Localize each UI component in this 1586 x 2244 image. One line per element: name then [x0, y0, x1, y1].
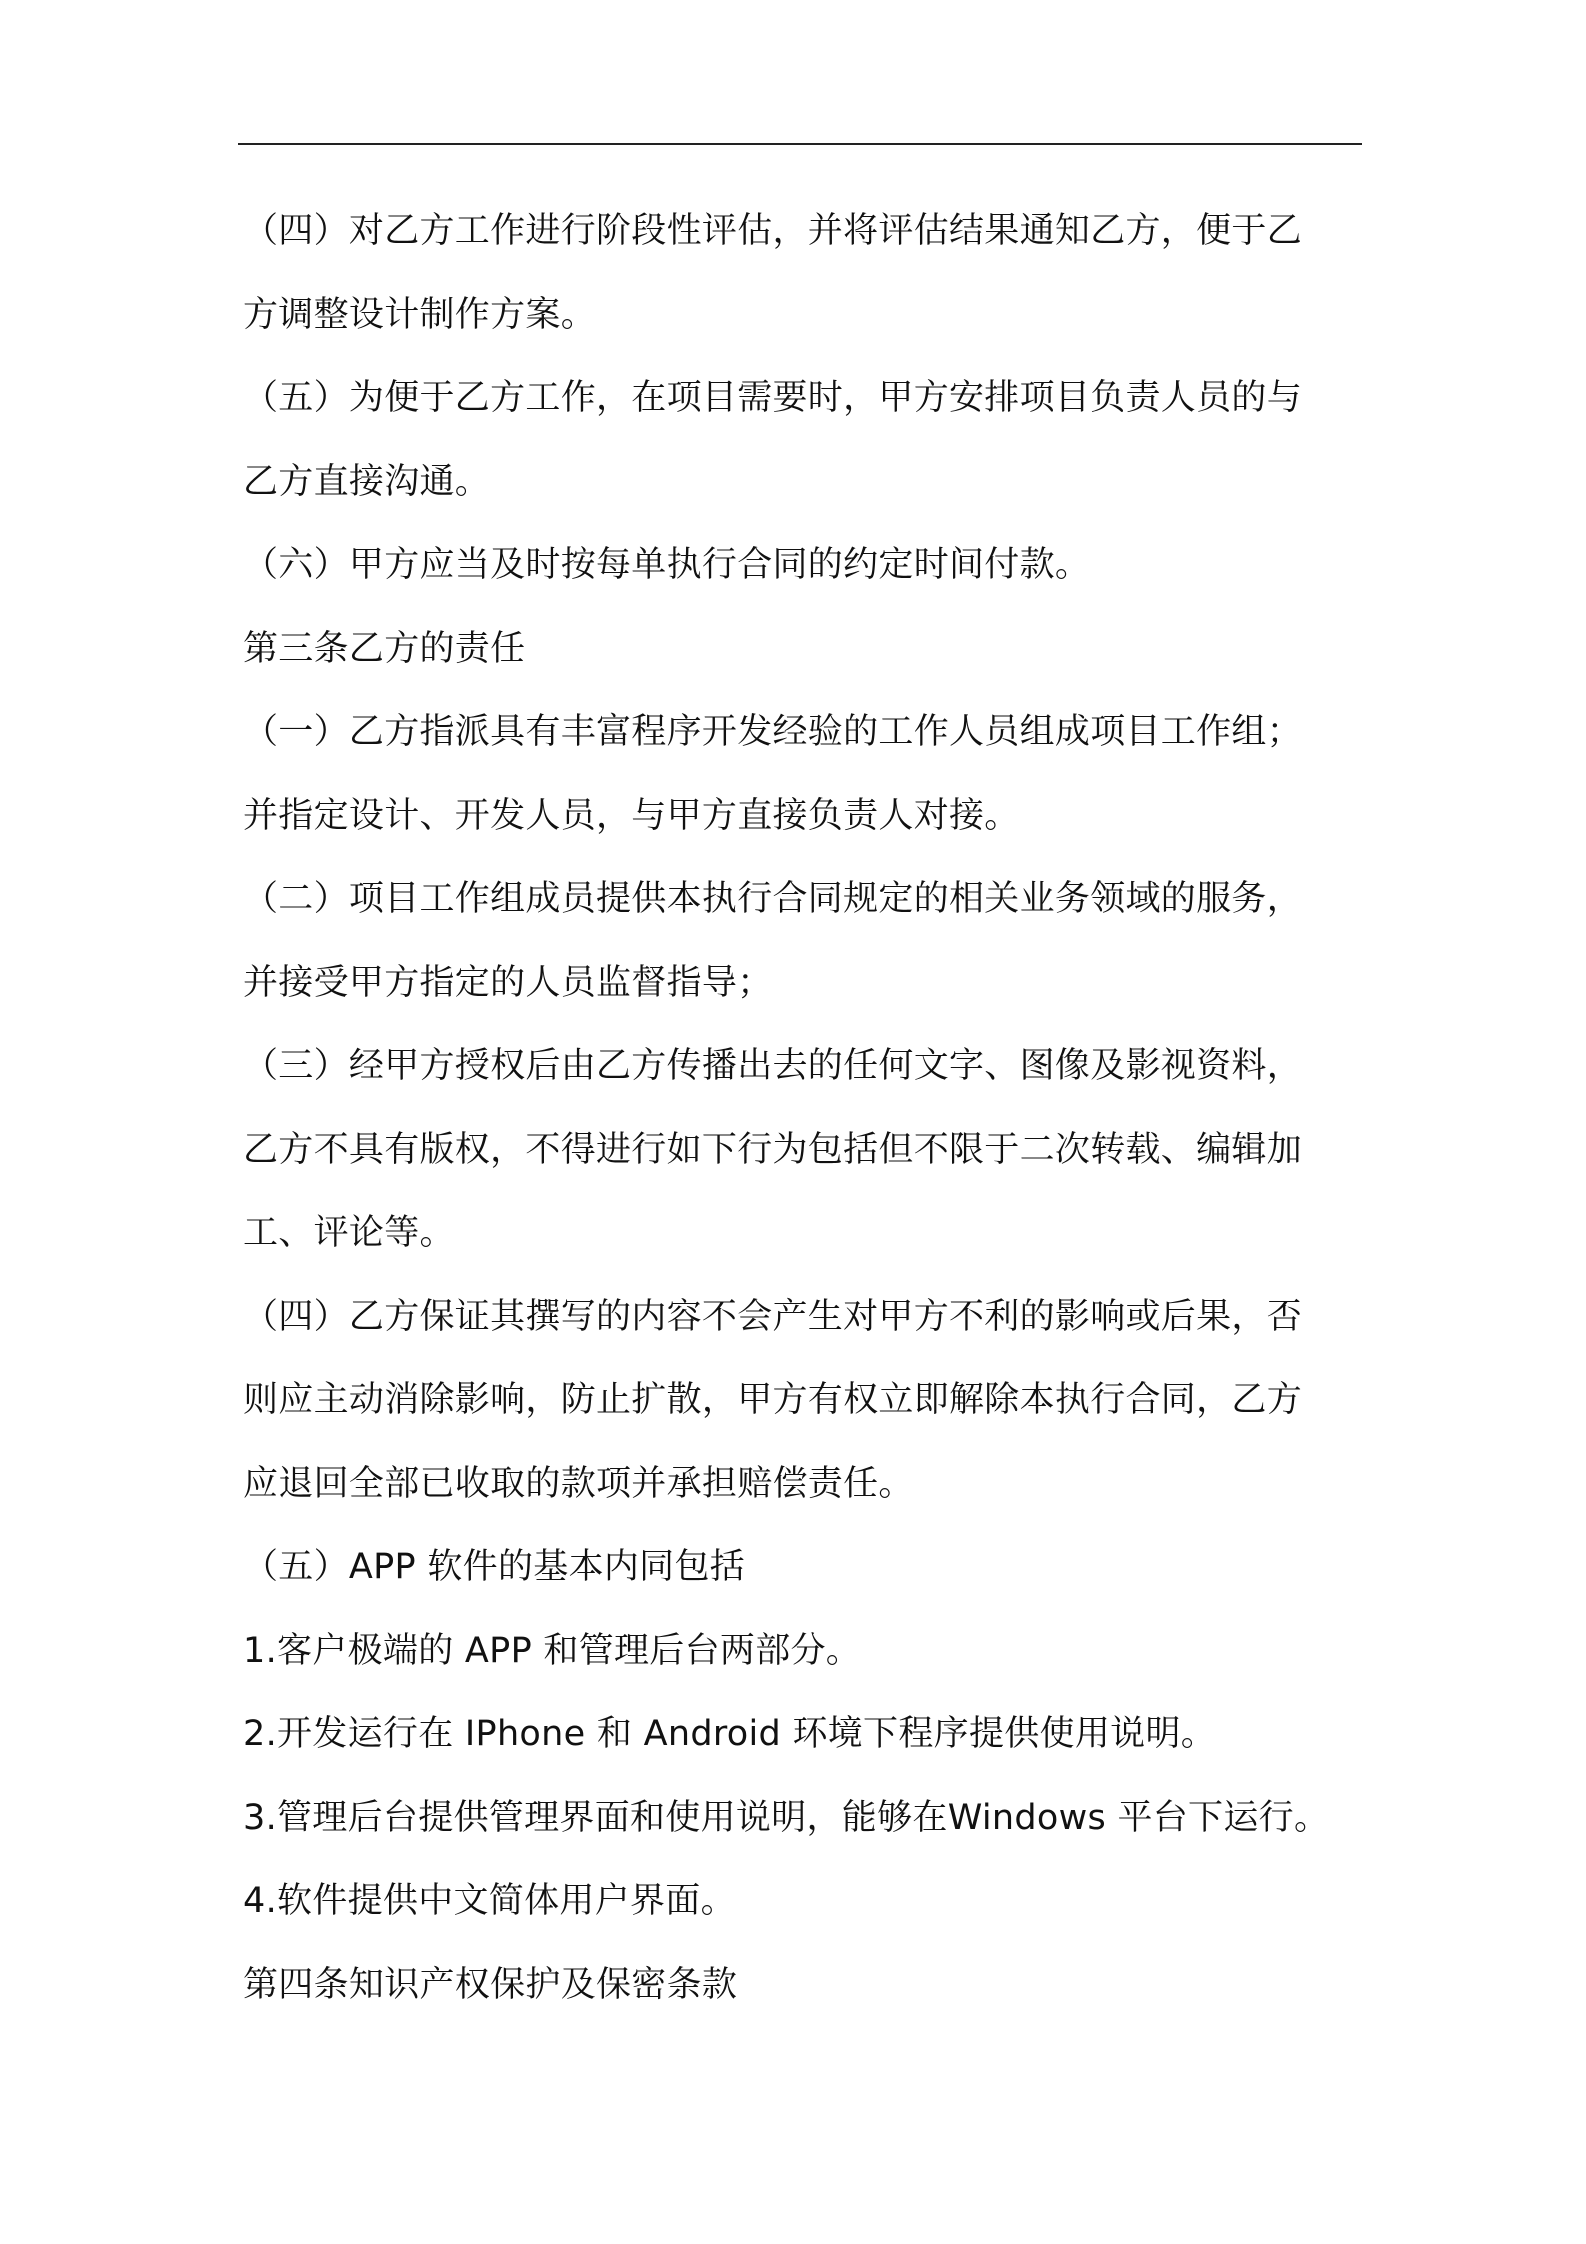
text-line: 乙方不具有版权，不得进行如下行为包括但不限于二次转载、编辑加 — [243, 1129, 1303, 1170]
text-line: （四）乙方保证其撰写的内容不会产生对甲方不利的影响或后果，否 — [243, 1296, 1303, 1337]
header-rule — [238, 143, 1362, 145]
text-line: 则应主动消除影响，防止扩散，甲方有权立即解除本执行合同，乙方 — [243, 1380, 1303, 1420]
document-body — [243, 190, 1363, 2027]
text-line: （六）甲方应当及时按每单执行合同的约定时间付款。 — [243, 545, 1091, 585]
list-item: 3.管理后台提供管理界面和使用说明，能够在Windows 平台下运行。 — [243, 1797, 1330, 1838]
text-line: （五）为便于乙方工作，在项目需要时，甲方安排项目负责人员的与 — [243, 378, 1303, 418]
text-line: （二）项目工作组成员提供本执行合同规定的相关业务领域的服务， — [243, 879, 1303, 919]
text-line: （三）经甲方授权后由乙方传播出去的任何文字、图像及影视资料， — [243, 1046, 1303, 1086]
text-line: 乙方直接沟通。 — [243, 461, 491, 502]
text-line: 方调整设计制作方案。 — [243, 294, 597, 335]
text-line: 并指定设计、开发人员，与甲方直接负责人对接。 — [243, 795, 1020, 836]
text-line: 并接受甲方指定的人员监督指导； — [243, 962, 773, 1003]
list-item: 4.软件提供中文简体用户界面。 — [243, 1881, 736, 1921]
list-item: 1.客户极端的 APP 和管理后台两部分。 — [243, 1630, 862, 1671]
section-heading: 第三条乙方的责任 — [243, 628, 526, 669]
text-line: （五）APP 软件的基本内同包括 — [243, 1547, 746, 1587]
text-line: 工、评论等。 — [243, 1213, 455, 1253]
text-line: （一）乙方指派具有丰富程序开发经验的工作人员组成项目工作组； — [243, 712, 1303, 752]
section-heading: 第四条知识产权保护及保密条款 — [243, 1964, 738, 2005]
text-line: 应退回全部已收取的款项并承担赔偿责任。 — [243, 1463, 914, 1504]
text-line: （四）对乙方工作进行阶段性评估，并将评估结果通知乙方，便于乙 — [243, 211, 1303, 251]
list-item: 2.开发运行在 IPhone 和 Android 环境下程序提供使用说明。 — [243, 1714, 1217, 1754]
